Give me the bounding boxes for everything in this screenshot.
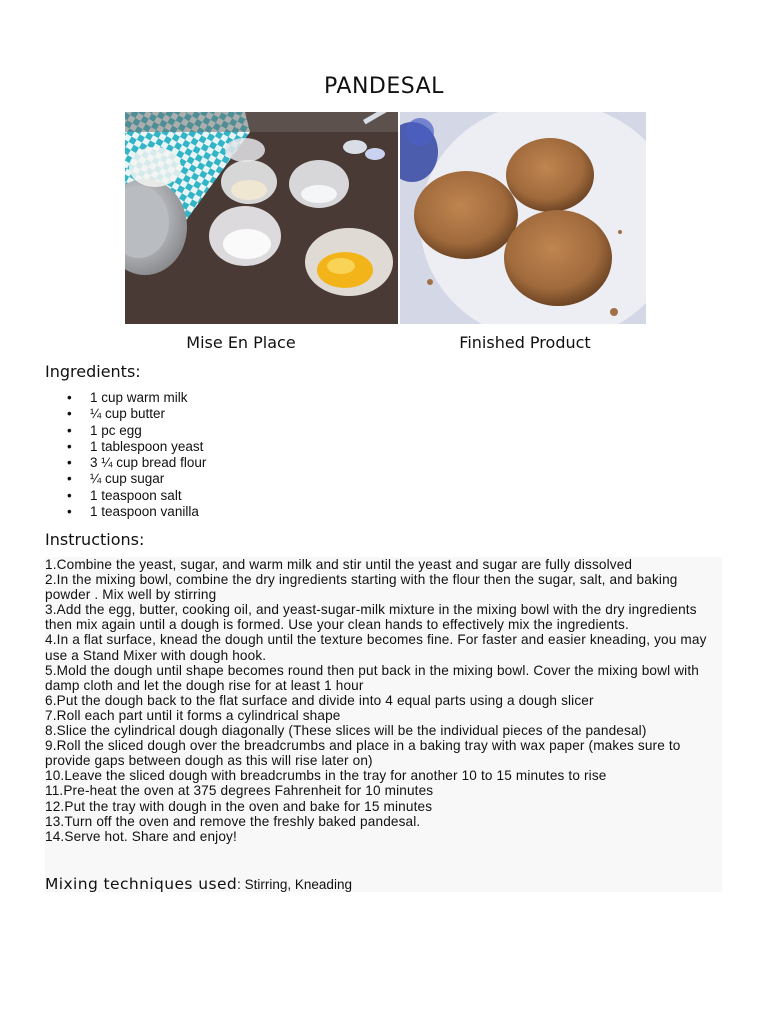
instruction-step: 5.Mold the dough until shape becomes round then put back in the mixing bowl. Cover the mixing bowl with damp cloth and let the dough rise for at least 1 hour — [45, 662, 699, 693]
instruction-step: 11.Pre-heat the oven at 375 degrees Fahrenheit for 10 minutes — [45, 783, 434, 799]
mixing-techniques-separator: : — [237, 877, 241, 892]
instruction-step: 4.In a flat surface, knead the dough until the texture becomes fine. For faster and easier kneading, you may use a Stand Mixer with dough hook. — [45, 632, 707, 663]
instructions-list — [45, 557, 725, 844]
instruction-step: 8.Slice the cylindrical dough diagonally (These slices will be the individual pieces of the pandesal) — [45, 723, 647, 739]
page-title: PANDESAL — [324, 74, 444, 99]
instruction-step: 2.In the mixing bowl, combine the dry ingredients starting with the flour then the sugar, salt, and baking powder . Mix well by stirring — [45, 572, 678, 603]
list-item: • 1 pc egg — [45, 423, 206, 439]
list-item: • 1 cup warm milk — [45, 390, 206, 406]
instruction-step: 6.Put the dough back to the flat surface and divide into 4 equal parts using a dough slicer — [45, 692, 594, 708]
list-item: • 1 teaspoon salt — [45, 488, 206, 504]
ingredients-heading: Ingredients: — [45, 362, 141, 381]
instructions-heading: Instructions: — [45, 530, 145, 549]
instruction-step: 1.Combine the yeast, sugar, and warm milk and stir until the yeast and sugar are fully dissolved — [45, 557, 633, 572]
ingredients-list — [45, 390, 206, 520]
list-item: • ¼ cup sugar — [45, 471, 206, 487]
mise-en-place-photo — [125, 112, 398, 324]
mixing-techniques — [45, 875, 352, 893]
instruction-step: 7.Roll each part until it forms a cylindrical shape — [45, 707, 341, 723]
mixing-techniques-value: Stirring, Kneading — [240, 877, 352, 892]
mixing-techniques-label: Mixing techniques used — [45, 875, 238, 893]
finished-product-photo — [400, 112, 646, 324]
list-item: • 3 ¼ cup bread flour — [45, 455, 206, 471]
finished-product-caption: Finished Product — [459, 333, 591, 352]
instruction-step: 10.Leave the sliced dough with breadcrumbs in the tray for another 10 to 15 minutes to rise — [45, 768, 607, 784]
instruction-step: 9.Roll the sliced dough over the breadcrumbs and place in a baking tray with wax paper (makes sure to provide gaps between dough as this will rise later on) — [45, 738, 681, 769]
list-item: • ¼ cup butter — [45, 406, 206, 422]
instruction-step: 3.Add the egg, butter, cooking oil, and yeast-sugar-milk mixture in the mixing bowl with the dry ingredients then mix again until a dough is formed. Use your clean hands to effectively mix the ingredients. — [45, 602, 697, 633]
instruction-step: 14.Serve hot. Share and enjoy! — [45, 828, 237, 844]
list-item: • 1 tablespoon yeast — [45, 439, 206, 455]
instruction-step: 13.Turn off the oven and remove the freshly baked pandesal. — [45, 813, 421, 829]
instruction-step: 12.Put the tray with dough in the oven and bake for 15 minutes — [45, 798, 433, 814]
list-item: • 1 teaspoon vanilla — [45, 504, 206, 520]
mise-en-place-caption: Mise En Place — [186, 333, 296, 352]
